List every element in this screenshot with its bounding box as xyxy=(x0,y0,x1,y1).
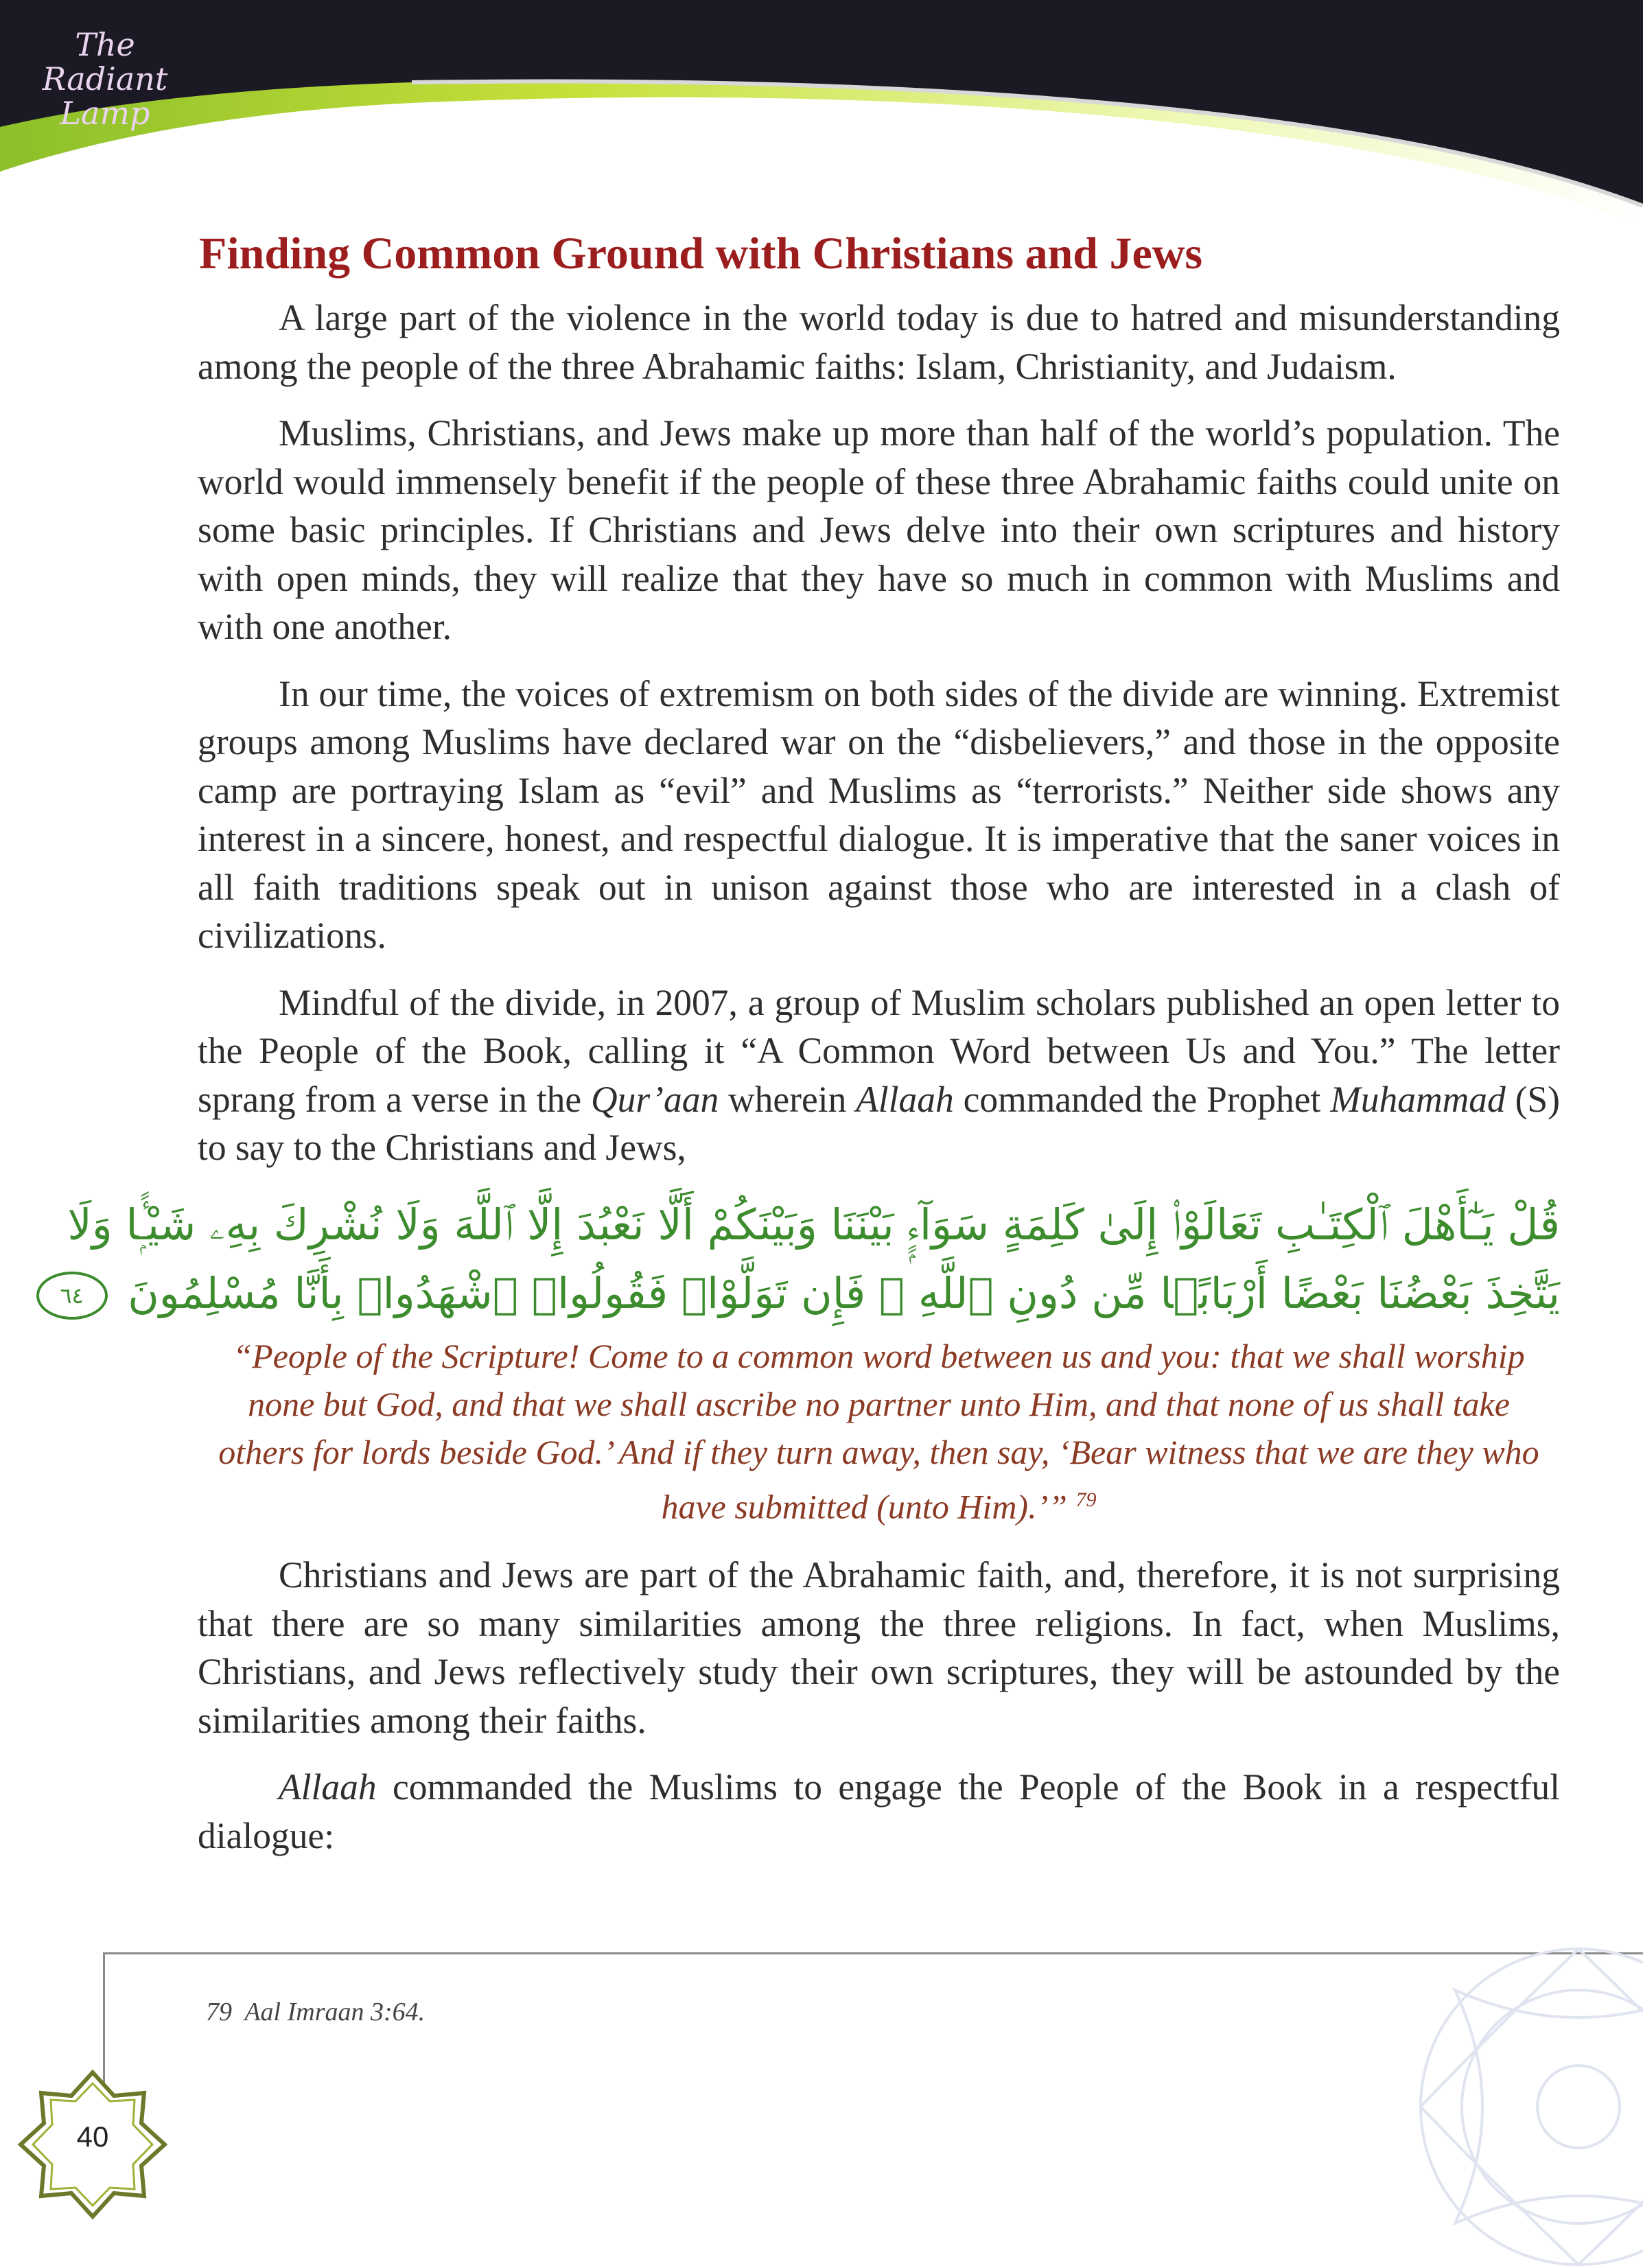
paragraph: Christians and Jews are part of the Abrahamic faith, and, therefore, it is not surprising that there are so many similarities among the three religions. In fact, when Muslims, Christians, and Jews reflectively study their own scriptures, they will be astounded by the similarities among their faiths. xyxy=(198,1554,1560,1741)
term-quraan: Qur’aan xyxy=(590,1078,719,1120)
term-muhammad: Muhammad xyxy=(1330,1078,1506,1120)
verse-translation: “People of the Scripture! Come to a common word between us and you: that we shall worship none but God, and that we shall ascribe no partner unto Him, and that none of us shall take others for lords beside God.’ And if they turn away, then say, ‘Bear witness that we are they who have submitted (unto Him).’” $^{79}$ xyxy=(218,1336,1539,1526)
book-logo: The Radiant Lamp xyxy=(42,26,168,132)
arabic-verse-line: يَتَّخِذَ بَعْضُنَا بَعْضًا أَرْبَابًۭا مِّن دُونِ ٱللَّهِ ۚ فَإِن تَوَلَّوْا۟ فَقُولُوا۟ ٱشْهَدُوا۟ بِأَنَّا مُسْلِمُونَ ٦٤ xyxy=(198,1259,1560,1328)
paragraph: Muslims, Christians, and Jews make up more than half of the world’s population. The world would immensely benefit if the people of these three Abrahamic faiths could unite on some basic principles. If Christians and Jews delve into their own scriptures and history with open minds, they will realize that they have so much in common with Muslims and with one another. xyxy=(198,412,1560,647)
paragraph: A large part of the violence in the world today is due to hatred and misunderstanding among the people of the three Abrahamic faiths: Islam, Christianity, and Judaism. xyxy=(198,297,1560,387)
main-content xyxy=(60,294,1560,1860)
paragraph: In our time, the voices of extremism on both sides of the divide are winning. Extremist groups among Muslims have declared war on the “disbelievers,” and those in the opposite camp are portraying Islam as “evil” and Muslims as “terrorists.” Neither side shows any interest in a sincere, honest, and respectful dialogue. It is imperative that the saner voices in all faith traditions speak out in unison against those who are interested in a clash of civilizations. xyxy=(198,673,1560,956)
header-band xyxy=(0,0,1643,247)
ayah-number-marker: ٦٤ xyxy=(36,1272,108,1320)
page-number: 40 xyxy=(76,2120,109,2153)
paragraph: Mindful of the divide, in 2007, a group of Muslim scholars published an open letter to the People of the Book, calling it “A Common Word between Us and You.” The letter sprang from a verse in the Qur’aan wherein Allaah commanded the Prophet Muhammad (S) to say to the Christians and Jews, xyxy=(198,981,1560,1168)
page-title: Finding Common Ground with Christians and Jews xyxy=(199,229,1203,279)
footnote: 79 Aal Imraan 3:64. xyxy=(206,1998,426,2026)
term-allaah: Allaah xyxy=(856,1078,954,1120)
footnote-ref: 79 xyxy=(1075,1488,1097,1511)
arabic-verse-line: قُلْ يَـٰٓأَهْلَ ٱلْكِتَـٰبِ تَعَالَوْا۟ إِلَىٰ كَلِمَةٍ سَوَآءٍۭ بَيْنَنَا وَبَيْنَكُمْ أَلَّا نَعْبُدَ إِلَّا ٱللَّهَ وَلَا نُشْرِكَ بِهِۦ شَيْـًۭٔا وَلَا xyxy=(67,1199,1560,1250)
term-allaah: Allaah xyxy=(279,1766,377,1808)
paragraph: Allaah commanded the Muslims to engage the People of the Book in a respectful dialogue: xyxy=(198,1766,1560,1856)
decorative-ornament-icon xyxy=(1318,1819,1643,2268)
arabic-verse xyxy=(60,1191,1560,1328)
